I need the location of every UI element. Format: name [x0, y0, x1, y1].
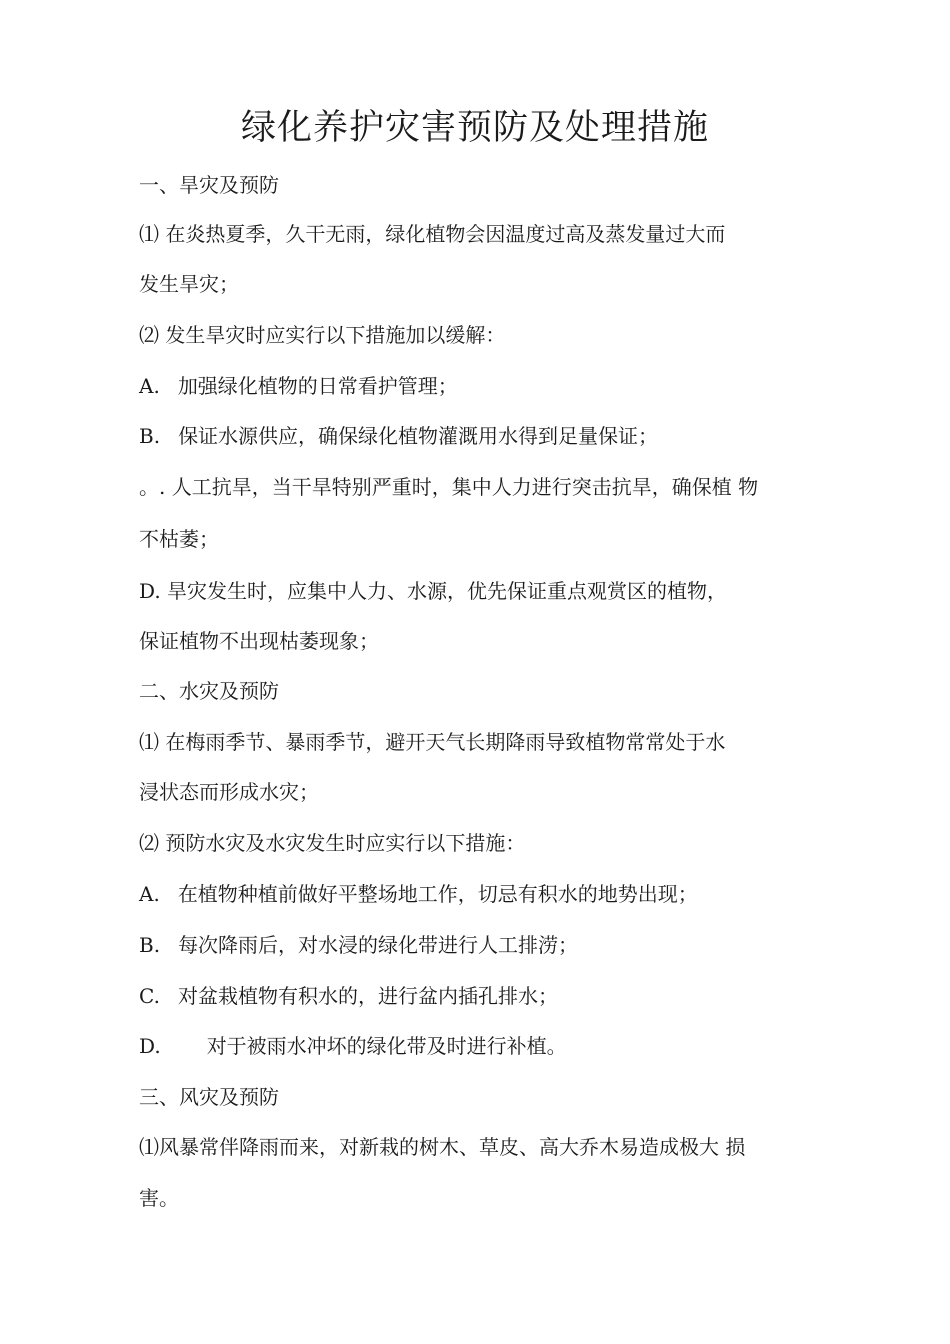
paragraph-line: ⑴风暴常伴降雨而来，对新栽的树木、草皮、高大乔木易造成极大 损	[139, 1135, 746, 1159]
list-item	[139, 931, 578, 959]
list-marker: D.	[139, 1034, 161, 1058]
paragraph-line: 。. 人工抗旱，当干旱特别严重时，集中人力进行突击抗旱，确保植 物	[139, 475, 759, 499]
paragraph-line: 浸状态而形成水灾；	[139, 780, 319, 804]
paragraph-line: ⑵ 发生旱灾时应实行以下措施加以缓解：	[139, 323, 506, 347]
list-marker: A.	[139, 882, 160, 906]
paragraph-line: 不枯萎；	[139, 527, 219, 551]
list-item	[139, 880, 698, 908]
section-heading-flood: 二、水灾及预防	[139, 679, 279, 703]
list-item-text: 保证水源供应，确保绿化植物灌溉用水得到足量保证；	[178, 424, 659, 448]
list-marker: B.	[139, 933, 161, 957]
paragraph-line: 害。	[139, 1186, 179, 1210]
paragraph-line: 发生旱灾；	[139, 272, 239, 296]
list-item-text: 每次降雨后，对水浸的绿化带进行人工排涝；	[178, 933, 579, 957]
list-marker: A.	[139, 374, 160, 398]
list-marker: B.	[139, 424, 161, 448]
paragraph-line: ⑵ 预防水灾及水灾发生时应实行以下措施：	[139, 831, 526, 855]
list-item-text: 加强绿化植物的日常看护管理；	[177, 374, 458, 398]
list-item-text: 在植物种植前做好平整场地工作，切忌有积水的地势出现；	[177, 882, 698, 906]
list-item-text: 对盆栽植物有积水的，进行盆内插孔排水；	[177, 984, 558, 1008]
document-title: 绿化养护灾害预防及处理措施	[240, 108, 709, 148]
list-item	[139, 1032, 567, 1060]
paragraph-line: ⑴ 在炎热夏季，久干无雨，绿化植物会因温度过高及蒸发量过大而	[139, 222, 726, 246]
list-item	[139, 422, 658, 450]
paragraph-line: D. 旱灾发生时，应集中人力、水源，优先保证重点观赏区的植物，	[139, 579, 728, 603]
section-heading-drought: 一、旱灾及预防	[139, 173, 279, 197]
paragraph-line: ⑴ 在梅雨季节、暴雨季节，避开天气长期降雨导致植物常常处于水	[139, 730, 726, 754]
list-item	[139, 372, 458, 400]
list-marker: C.	[139, 984, 160, 1008]
section-heading-wind: 三、风灾及预防	[139, 1085, 279, 1109]
list-item-text: 对于被雨水冲坏的绿化带及时进行补植。	[206, 1034, 567, 1058]
list-item	[139, 982, 558, 1010]
paragraph-line: 保证植物不出现枯萎现象；	[139, 629, 379, 653]
